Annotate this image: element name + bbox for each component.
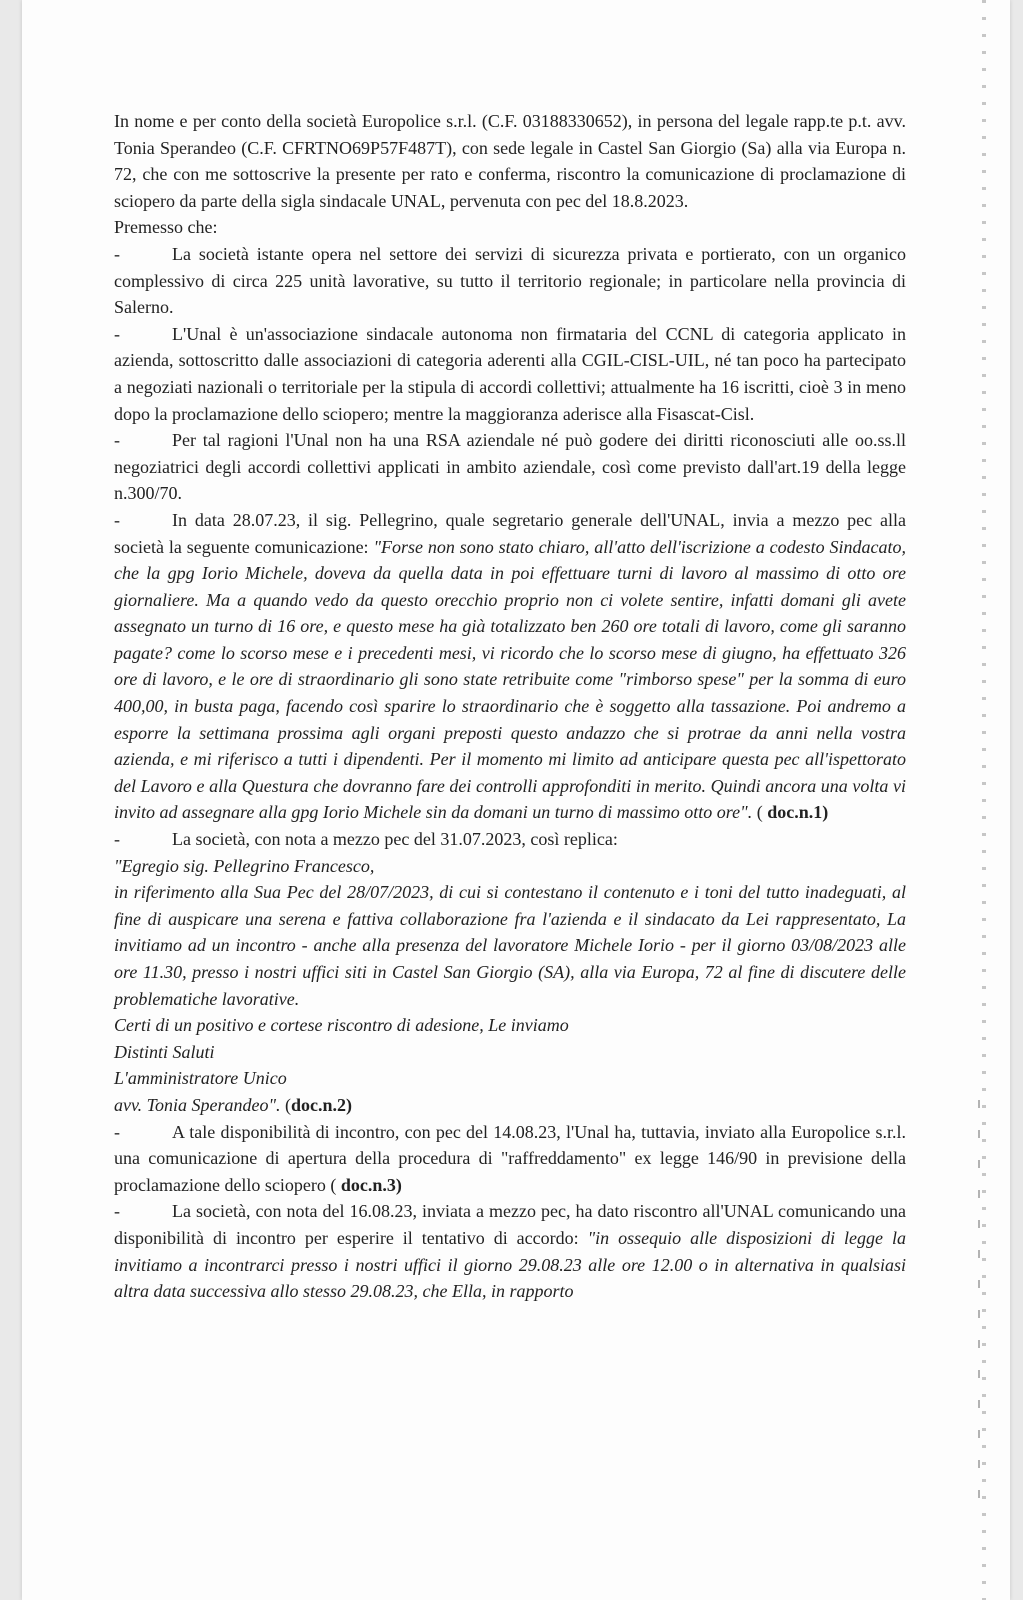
- list-item: - Per tal ragioni l'Unal non ha una RSA aziendale né può godere dei diritti riconosciuti alle oo.ss.ll negoziatrici degli accordi collettivi applicati in ambito aziendale, così come previsto dall'art.19 della legge n.300/70.: [114, 430, 906, 504]
- list-item: - L'Unal è un'associazione sindacale autonoma non firmataria del CCNL di categoria applicato in azienda, sottoscritto dalle associazioni di categoria aderenti alla CGIL-CISL-UIL, né tan poco ha partecipato a negoziati nazionali o territoriale per la stipula di accordi collettivi; attualmente ha 16 iscritti, cioè 3 in meno dopo la proclamazione dello sciopero; mentre la maggioranza aderisce alla Fisascat-Cisl.: [114, 323, 906, 424]
- premesso-heading: Premesso che:: [114, 217, 218, 238]
- list-item: - In data 28.07.23, il sig. Pellegrino, quale segretario generale dell'UNAL, invia a mezzo pec alla società la seguente comunicazione: "Forse non sono stato chiaro, all'atto dell'iscrizione a codesto Sindacato, che la gpg Iorio Michele, doveva da quella data in poi effettuare turni di lavoro al massimo di otto ore giornaliere. Ma a quando vedo da questo orecchio proprio non ci volete sentire, infatti domani gli avete assegnato un turno di 16 ore, e questo mese ha già totalizzato ben 260 ore totali di lavoro, come gli saranno pagate? come lo scorso mese e i precedenti mesi, vi ricordo che lo scorso mese di giugno, ha effettuato 326 ore di lavoro, e le ore di straordinario gli sono state retribuite come "rimborso spese" per la somma di euro 400,00, in busta paga, facendo così sparire lo straordinario che è soggetto alla tassazione. Poi andremo a esporre la settimana prossima agli organi preposti questo andazzo che si protrae da anni nella vostra azienda, e mi riferisco a tutti i dipendenti. Per il momento mi limito ad anticipare questa pec all'ispettorato del Lavoro e alla Questura che dovranno fare dei controlli approfonditi in merito. Quindi ancora una volta vi invito ad assegnare alla gpg Iorio Michele sin da domani un turno di massimo otto ore". ( doc.n.1): [114, 509, 907, 823]
- doc-reference: doc.n.2): [291, 1094, 353, 1115]
- letter-body: [114, 108, 906, 1305]
- list-item: - A tale disponibilità di incontro, con pec del 14.08.23, l'Unal ha, tuttavia, inviato alla Europolice s.r.l. una comunicazione di apertura della procedura di "raffreddamento" ex legge 146/90 in previsione della proclamazione dello sciopero ( doc.n.3): [114, 1121, 906, 1195]
- scan-edge-marks-lower: [978, 1100, 980, 1500]
- doc-reference: doc.n.1): [767, 802, 829, 823]
- doc-reference: doc.n.3): [340, 1174, 402, 1195]
- list-item: - La società istante opera nel settore dei servizi di sicurezza privata e portierato, con un organico complessivo di circa 225 unità lavorative, su tutto il territorio regionale; in particolare nella provincia di Salerno.: [114, 243, 906, 318]
- scan-edge-marks: [982, 0, 986, 1600]
- intro-paragraph: In nome e per conto della società Europolice s.r.l. (C.F. 03188330652), in persona del legale rapp.te p.t. avv. Tonia Sperandeo (C.F. CFRTNO69P57F487T), con sede legale in Castel San Giorgio (Sa) alla via Europa n. 72, che con me sottoscrive la presente per rato e conferma, riscontro la comunicazione di proclamazione di sciopero da parte della sigla sindacale UNAL, pervenuta con pec del 18.8.2023.: [114, 111, 906, 211]
- quoted-pec: "Forse non sono stato chiaro, all'atto dell'iscrizione a codesto Sindacato, che la gpg Iorio Michele, doveva da quella data in poi effettuare turni di lavoro al massimo di otto ore giornaliere. Ma a quando vedo da questo orecchio proprio non ci volete sentire, infatti domani gli avete assegnato un turno di 16 ore, e questo mese ha già totalizzato ben 260 ore totali di lavoro, come gli saranno pagate? come lo scorso mese e i precedenti mesi, vi ricordo che lo scorso mese di giugno, ha effettuato 326 ore di lavoro, e le ore di straordinario gli sono state retribuite come "rimborso spese" per la somma di euro 400,00, in busta paga, facendo così sparire lo straordinario che è soggetto alla tassazione. Poi andremo a esporre la settimana prossima agli organi preposti questo andazzo che si protrae da anni nella vostra azienda, e mi riferisco a tutti i dipendenti. Per il momento mi limito ad anticipare questa pec all'ispettorato del Lavoro e alla Questura che dovranno fare dei controlli approfonditi in merito. Quindi ancora una volta vi invito ad assegnare alla gpg Iorio Michele sin da domani un turno di massimo otto ore".: [114, 536, 907, 823]
- document-page: [22, 0, 1010, 1600]
- list-item: - La società, con nota a mezzo pec del 31.07.2023, così replica: "Egregio sig. Pellegrino Francesco, in riferimento alla Sua Pec del 28/07/2023, di cui si contestano il contenuto e i toni del tutto inadeguati, al fine di auspicare una serena e fattiva collaborazione fra l'azienda e il sindacato da Lei rappresentato, La invitiamo ad un incontro - anche alla presenza del lavoratore Michele Iorio - per il giorno 03/08/2023 alle ore 11.30, presso i nostri uffici siti in Castel San Giorgio (SA), alla via Europa, 72 al fine di discutere delle problematiche lavorative. Certi di un positivo e cortese riscontro di adesione, Le inviamo Distinti Saluti L'amministratore Unico avv. Tonia Sperandeo". (doc.n.2): [114, 829, 906, 1115]
- quoted-reply: "Egregio sig. Pellegrino Francesco, in riferimento alla Sua Pec del 28/07/2023, di cui si contestano il contenuto e i toni del tutto inadeguati, al fine di auspicare una serena e fattiva collaborazione fra l'azienda e il sindacato da Lei rappresentato, La invitiamo ad un incontro - anche alla presenza del lavoratore Michele Iorio - per il giorno 03/08/2023 alle ore 11.30, presso i nostri uffici siti in Castel San Giorgio (SA), alla via Europa, 72 al fine di discutere delle problematiche lavorative. Certi di un positivo e cortese riscontro di adesione, Le inviamo Distinti Saluti L'amministratore Unico avv. Tonia Sperandeo".: [114, 855, 906, 1115]
- quoted-invitation: "in ossequio alle disposizioni di legge la invitiamo a incontrarci presso i nostri uffici il giorno 29.08.23 alle ore 12.00 o in alternativa in qualsiasi altra data successiva allo stesso 29.08.23, che Ella, in rapporto: [114, 1227, 906, 1302]
- list-item: - La società, con nota del 16.08.23, inviata a mezzo pec, ha dato riscontro all'UNAL comunicando una disponibilità di incontro per esperire il tentativo di accordo: "in ossequio alle disposizioni di legge la invitiamo a incontrarci presso i nostri uffici il giorno 29.08.23 alle ore 12.00 o in alternativa in qualsiasi altra data successiva allo stesso 29.08.23, che Ella, in rapporto: [114, 1201, 906, 1302]
